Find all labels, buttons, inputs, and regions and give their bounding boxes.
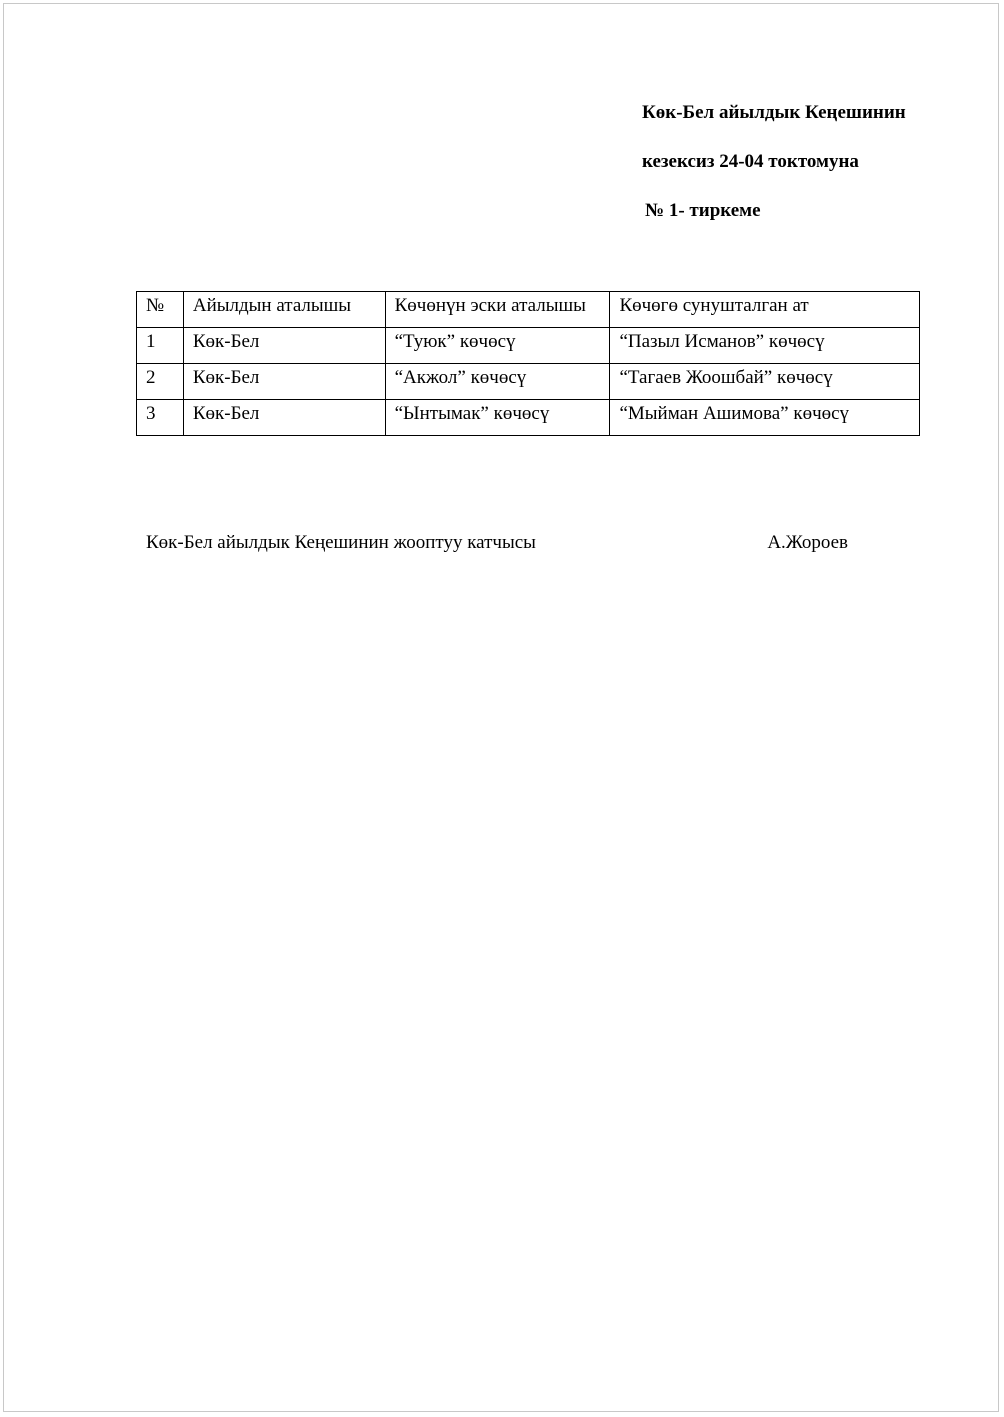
signatory-role: Көк-Бел айылдык Кеңешинин жооптуу катчысы	[146, 532, 536, 553]
header-council-name: Көк-Бел айылдык Кеңешинин	[642, 102, 906, 123]
cell-village: Көк-Бел	[183, 400, 385, 436]
table-header-row	[137, 292, 920, 328]
header-cell-new-name: Көчөгө сунушталган ат	[610, 292, 920, 328]
cell-old-name: “Ынтымак” көчөсү	[385, 400, 610, 436]
header-cell-village: Айылдын аталышы	[183, 292, 385, 328]
table-row	[137, 400, 920, 436]
header-resolution-ref: кезексиз 24-04 токтомуна	[642, 151, 859, 172]
cell-old-name: “Акжол” көчөсү	[385, 364, 610, 400]
signatory-name: А.Жороев	[767, 532, 848, 553]
document-page	[3, 3, 999, 1412]
cell-new-name: “Тагаев Жоошбай” көчөсү	[610, 364, 920, 400]
cell-old-name: “Туюк” көчөсү	[385, 328, 610, 364]
cell-number: 3	[137, 400, 184, 436]
street-renaming-table	[136, 291, 920, 436]
cell-new-name: “Мыйман Ашимова” көчөсү	[610, 400, 920, 436]
cell-village: Көк-Бел	[183, 328, 385, 364]
cell-number: 2	[137, 364, 184, 400]
header-cell-number: №	[137, 292, 184, 328]
cell-number: 1	[137, 328, 184, 364]
table-row	[137, 328, 920, 364]
header-cell-old-name: Көчөнүн эски аталышы	[385, 292, 610, 328]
table-row	[137, 364, 920, 400]
document-header	[642, 101, 906, 223]
cell-new-name: “Пазыл Исманов” көчөсү	[610, 328, 920, 364]
cell-village: Көк-Бел	[183, 364, 385, 400]
header-appendix-number: № 1- тиркеме	[645, 200, 761, 221]
